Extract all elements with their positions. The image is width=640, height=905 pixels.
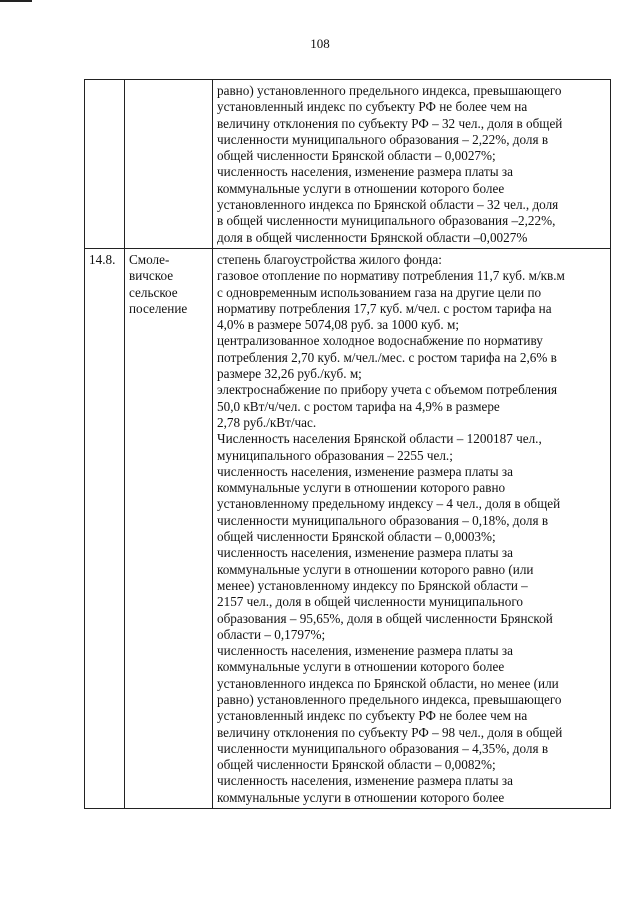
text-line: установленный индекс по субъекту РФ не более чем на [217,708,528,724]
text-line: численности муниципального образования – 0,18%, доля в [217,512,549,528]
text-line: нормативу потребления 17,7 куб. м/чел. с ростом тарифа на [217,300,552,316]
text-line: коммунальные услуги в отношении которого более [217,180,505,196]
text-line: 4,0% в размере 5074,08 руб. за 1000 куб. м; [217,317,459,333]
text-line: общей численности Брянской области – 0,0082%; [217,757,496,773]
document-table [84,79,611,809]
text-line: величину отклонения по субъекту РФ – 32 чел., доля в общей [217,115,563,131]
settlement-name-line: поселение [129,300,188,316]
settlement-name-line: вичское [129,268,174,284]
text-line: установленного индекса по Брянской области, но менее (или [217,675,559,691]
text-line: численности муниципального образования – 4,35%, доля в [217,740,549,756]
text-line: коммунальные услуги в отношении которого более [217,789,505,805]
text-line: размере 32,26 руб./куб. м; [217,366,362,382]
text-line: установленному предельному индексу – 4 чел., доля в общей [217,496,561,512]
text-line: Численность населения Брянской области – 1200187 чел., [217,431,542,447]
text-line: электроснабжение по прибору учета с объемом потребления [217,382,558,398]
text-line: равно) установленного предельного индекса, превышающего [217,83,562,98]
row-number: 14.8. [89,251,116,267]
text-line: установленный индекс по субъекту РФ не более чем на [217,99,528,115]
table-body [85,80,611,809]
text-line: централизованное холодное водоснабжение по нормативу [217,333,543,349]
settlement-name-cell [125,80,213,249]
text-line: численность населения, изменение размера платы за [217,773,513,789]
text-line: степень благоустройства жилого фонда: [217,251,442,267]
text-line: величину отклонения по субъекту РФ – 98 чел., доля в общей [217,724,563,740]
text-line: численность населения, изменение размера платы за [217,463,513,479]
text-line: доля в общей численности Брянской области –0,0027% [217,229,528,245]
text-line: 2157 чел., доля в общей численности муниципального [217,594,523,610]
text-line: области – 0,1797%; [217,626,326,642]
text-line: в общей численности муниципального образования –2,22%, [217,213,556,229]
text-line: равно) установленного предельного индекса, превышающего [217,691,562,707]
text-line: численности муниципального образования – 2,22%, доля в [217,131,549,147]
text-line: потребления 2,70 куб. м/чел./мес. с ростом тарифа на 2,6% в [217,349,557,365]
description-cell [213,80,611,249]
text-line: установленного индекса по Брянской области – 32 чел., доля [217,197,559,213]
text-line: с одновременным использованием газа на другие цели по [217,284,542,300]
text-line: менее) установленному индексу по Брянской области – [217,577,528,593]
corner-scan-mark [0,0,32,2]
table-row [85,248,611,808]
settlement-name-line: Смоле- [129,251,170,267]
text-line: коммунальные услуги в отношении которого равно [217,480,506,496]
table-row [85,80,611,249]
text-line: численность населения, изменение размера платы за [217,643,513,659]
text-line: 2,78 руб./кВт/час. [217,414,317,430]
text-line: муниципального образования – 2255 чел.; [217,447,453,463]
text-line: коммунальные услуги в отношении которого равно (или [217,561,534,577]
text-line: 50,0 кВт/ч/чел. с ростом тарифа на 4,9% в размере [217,398,500,414]
text-line: общей численности Брянской области – 0,0027%; [217,148,496,164]
row-number-cell [85,248,125,808]
row-number-cell [85,80,125,249]
description-cell [213,248,611,808]
page-number: 108 [310,36,330,51]
text-line: численность населения, изменение размера платы за [217,545,513,561]
text-line: коммунальные услуги в отношении которого более [217,659,505,675]
text-line: образования – 95,65%, доля в общей численности Брянской [217,610,553,626]
text-line: газовое отопление по нормативу потребления 11,7 куб. м/кв.м [217,268,565,284]
text-line: общей численности Брянской области – 0,0003%; [217,529,496,545]
settlement-name-cell [125,248,213,808]
settlement-name-line: сельское [129,284,178,300]
text-line: численность населения, изменение размера платы за [217,164,513,180]
